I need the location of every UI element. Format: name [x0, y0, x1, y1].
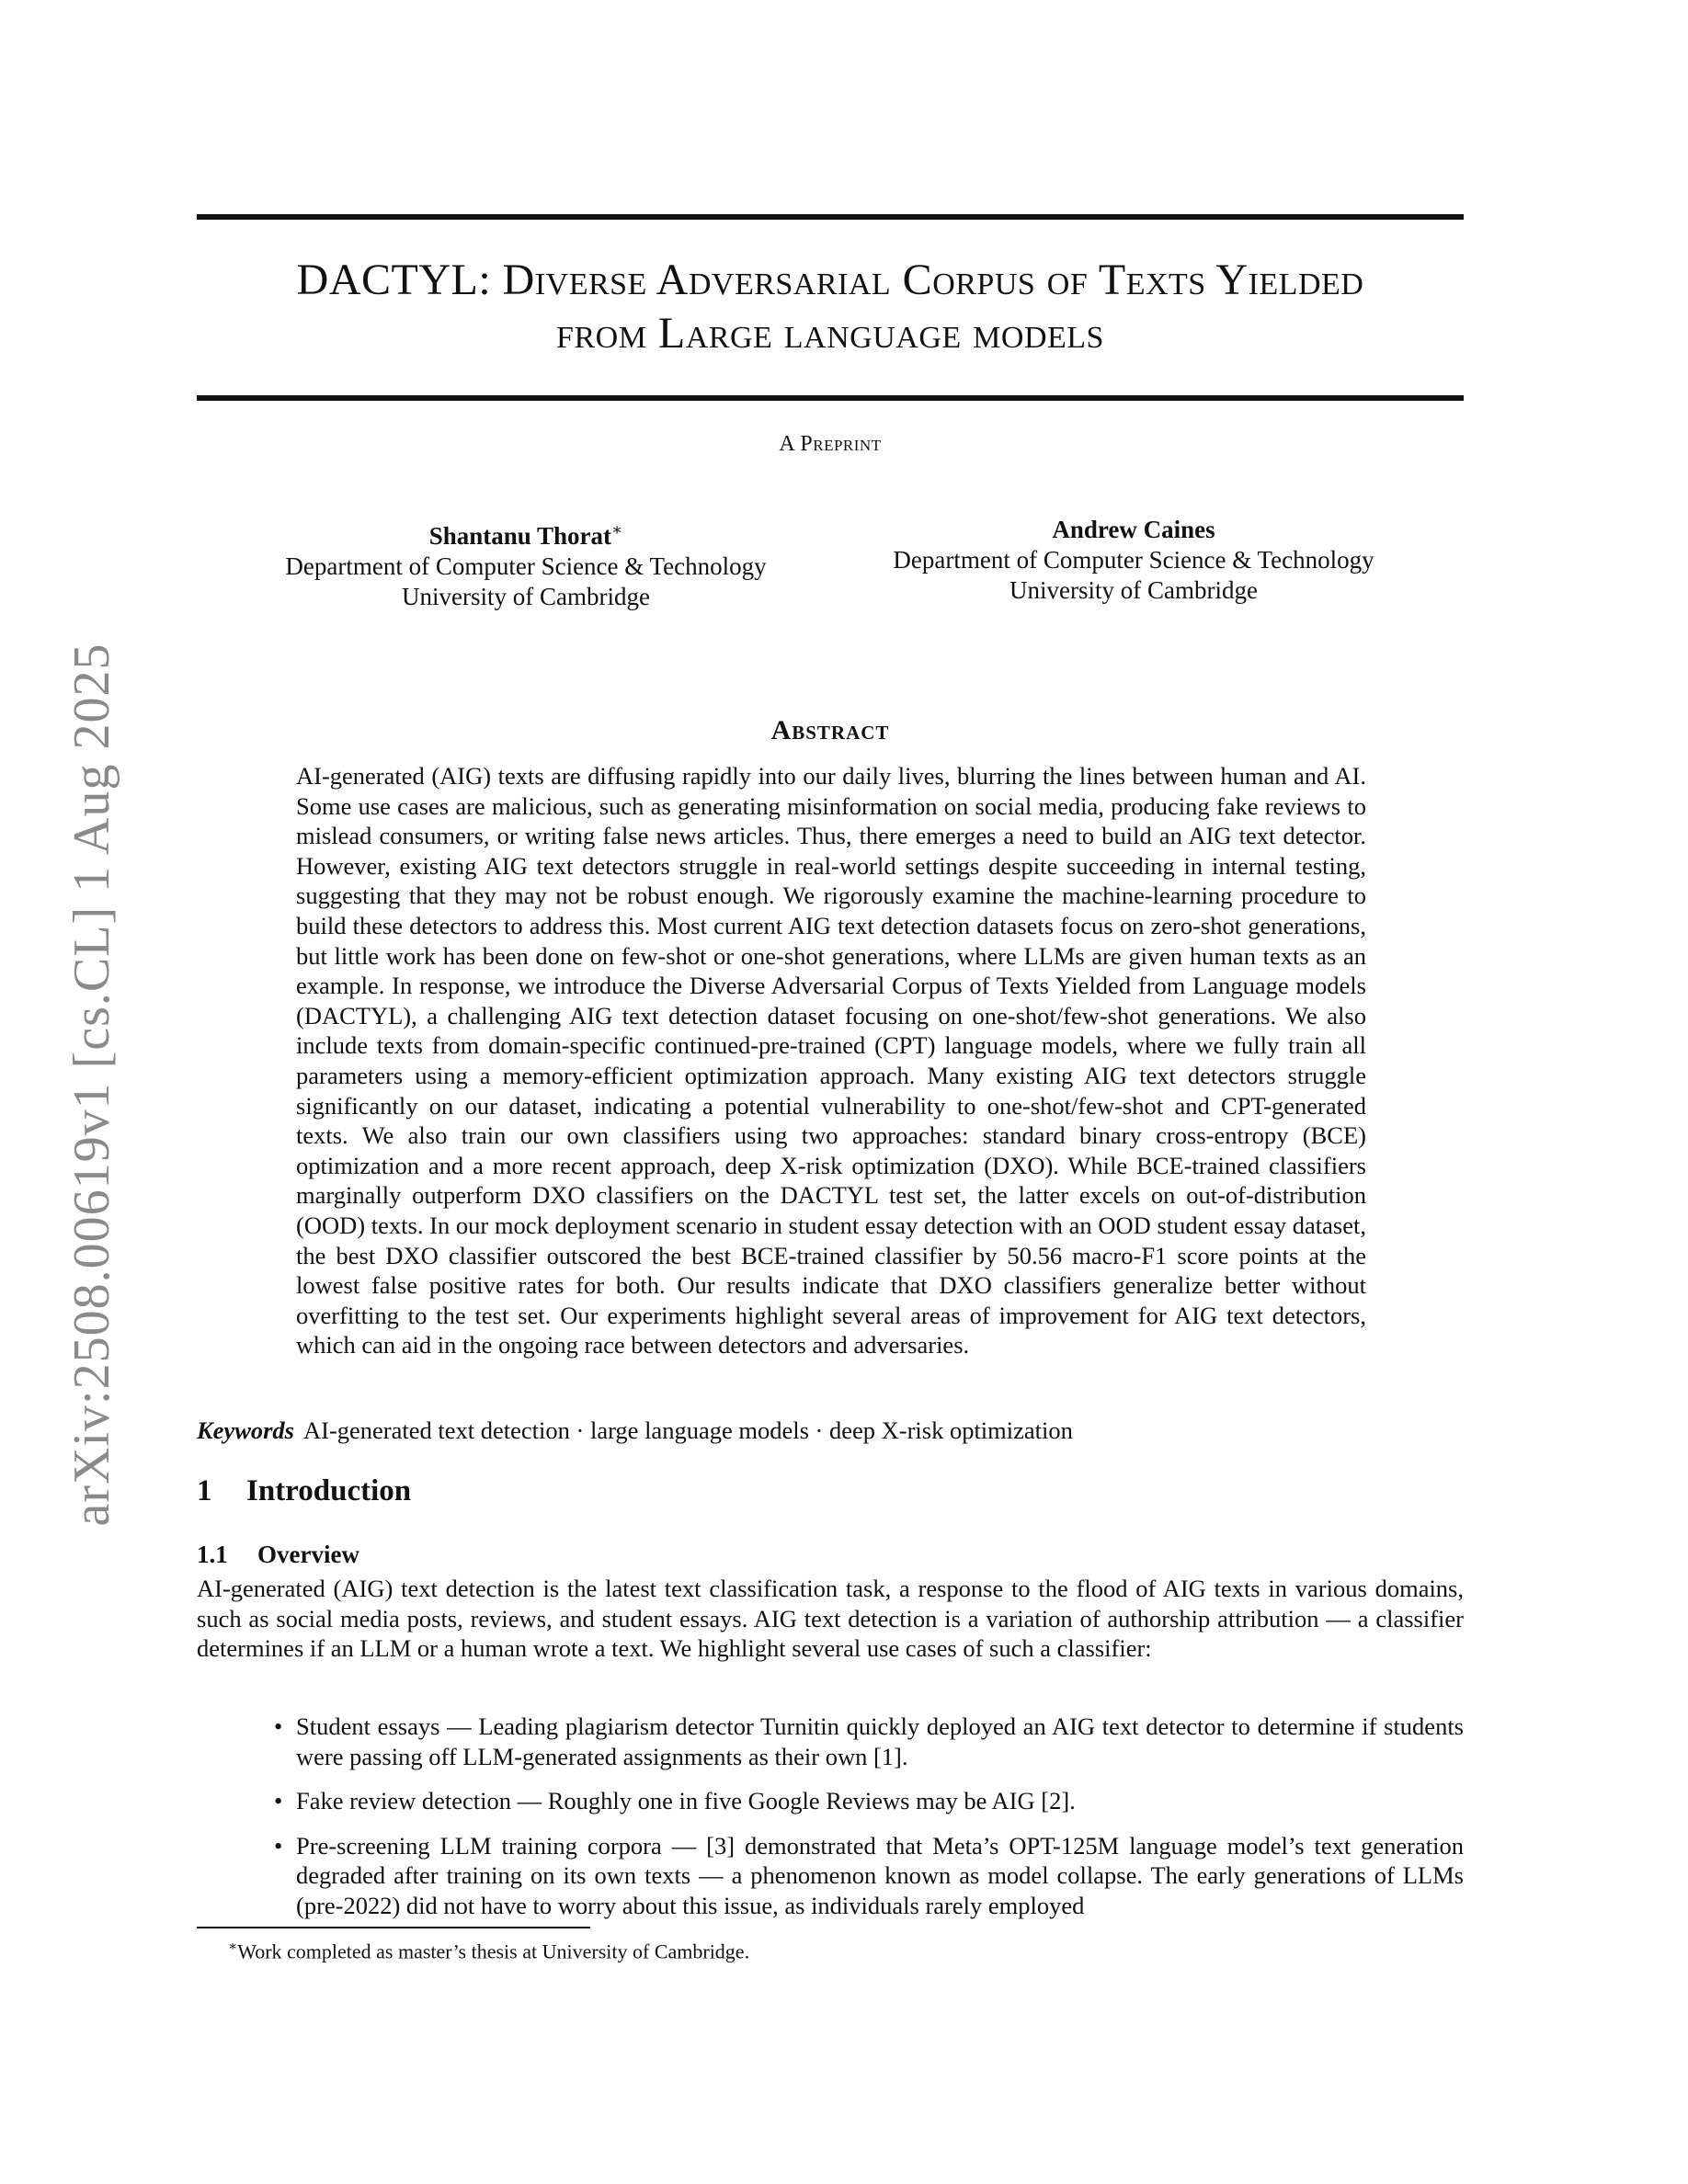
- footnote-mark: ∗: [611, 520, 623, 539]
- subsection-heading: [197, 1541, 359, 1569]
- paper-title-line-2: from Large language models: [556, 309, 1104, 358]
- author-name: Andrew Caines: [1052, 516, 1215, 543]
- subsection-number: 1.1: [197, 1541, 228, 1568]
- intro-paragraph: AI-generated (AIG) text detection is the latest text classification task, a response to the flood of AIG texts in various domains, such as social media posts, reviews, and student essays. AIG text detection is a variation of authorship attribution — a classifier determines if an LLM or a human wrote a text. We highlight several use cases of such a classifier:: [197, 1575, 1464, 1662]
- footnote-rule: [197, 1927, 590, 1928]
- use-case-list: [197, 1712, 1464, 1935]
- section-number: 1: [197, 1474, 212, 1507]
- bullet-icon: •: [274, 1712, 283, 1740]
- section-title: Introduction: [246, 1474, 412, 1507]
- footnote-mark: ∗: [228, 1939, 238, 1954]
- paper-title-line-1: DACTYL: Diverse Adversarial Corpus of Texts Yielded: [296, 256, 1364, 304]
- author-university: University of Cambridge: [402, 583, 650, 610]
- keywords-text: AI-generated text detection · large language models · deep X-risk optimization: [303, 1416, 1073, 1444]
- abstract-body: AI-generated (AIG) texts are diffusing rapidly into our daily lives, blurring the lines between human and AI. Some use cases are malicious, such as generating misinformation on social media, producing fake reviews to mislead consumers, or writing false news articles. Thus, there emerges a need to build an AIG text detector. However, existing AIG text detectors struggle in real-world settings despite succeeding in internal testing, suggesting that they may not be robust enough. We rigorously examine the machine-learning procedure to build these detectors to address this. Most current AIG text detection datasets focus on zero-shot generations, but little work has been done on few-shot or one-shot generations, where LLMs are given human texts as an example. In response, we introduce the Diverse Adversarial Corpus of Texts Yielded from Language models (DACTYL), a challenging AIG text detection dataset focusing on one-shot/few-shot generations. We also include texts from domain-specific continued-pre-trained (CPT) language models, where we fully train all parameters using a memory-efficient optimization approach. Many existing AIG text detectors struggle significantly on our dataset, indicating a potential vulnerability to one-shot/few-shot and CPT-generated texts. We also train our own classifiers using two approaches: standard binary cross-entropy (BCE) optimization and a more recent approach, deep X-risk optimization (DXO). While BCE-trained classifiers marginally outperform DXO classifiers on the DACTYL test set, the latter excels on out-of-distribution (OOD) texts. In our mock deployment scenario in student essay detection with an OOD student essay dataset, the best DXO classifier outscored the best BCE-trained classifier by 50.56 macro-F1 score points at the lowest false positive rates for both. Our results indicate that DXO classifiers generalize better without overfitting to the test set. Our experiments highlight several areas of improvement for AIG text detectors, which can aid in the ongoing race between detectors and adversaries.: [296, 762, 1366, 1359]
- section-heading: [197, 1474, 411, 1508]
- paper-title: [197, 254, 1464, 360]
- author-university: University of Cambridge: [1009, 576, 1258, 604]
- author-block-2: [839, 515, 1428, 606]
- footnote-text: Work completed as master’s thesis at University of Cambridge.: [237, 1939, 750, 1963]
- title-bottom-rule: [197, 395, 1464, 401]
- author-name: Shantanu Thorat∗: [428, 520, 623, 550]
- abstract-heading: Abstract: [770, 715, 890, 745]
- author-department: Department of Computer Science & Technology: [285, 552, 767, 580]
- title-top-rule: [197, 214, 1464, 220]
- preprint-label: A Preprint: [779, 432, 882, 456]
- footnote: [228, 1934, 749, 1964]
- subsection-title: Overview: [257, 1541, 359, 1568]
- list-item: • Student essays — Leading plagiarism detector Turnitin quickly deployed an AIG text detector to determine if students were passing off LLM-generated assignments as their own [1].: [274, 1712, 1464, 1770]
- author-department: Department of Computer Science & Technology: [893, 546, 1374, 574]
- arxiv-identifier: arXiv:2508.00619v1 [cs.CL] 1 Aug 2025: [63, 643, 120, 1527]
- author-block-1: [232, 515, 820, 612]
- bullet-icon: •: [274, 1831, 283, 1860]
- keywords-label: Keywords: [197, 1416, 294, 1444]
- bullet-icon: •: [274, 1787, 283, 1814]
- keywords-line: [197, 1416, 1464, 1445]
- list-item: • Fake review detection — Roughly one in five Google Reviews may be AIG [2].: [274, 1787, 1076, 1814]
- list-item: • Pre-screening LLM training corpora — [3] demonstrated that Meta’s OPT-125M language model’s text generation degraded after training on its own texts — a phenomenon known as model collapse. The early generations of LLMs (pre-2022) did not have to worry about this issue, as individuals rarely employed: [274, 1831, 1464, 1919]
